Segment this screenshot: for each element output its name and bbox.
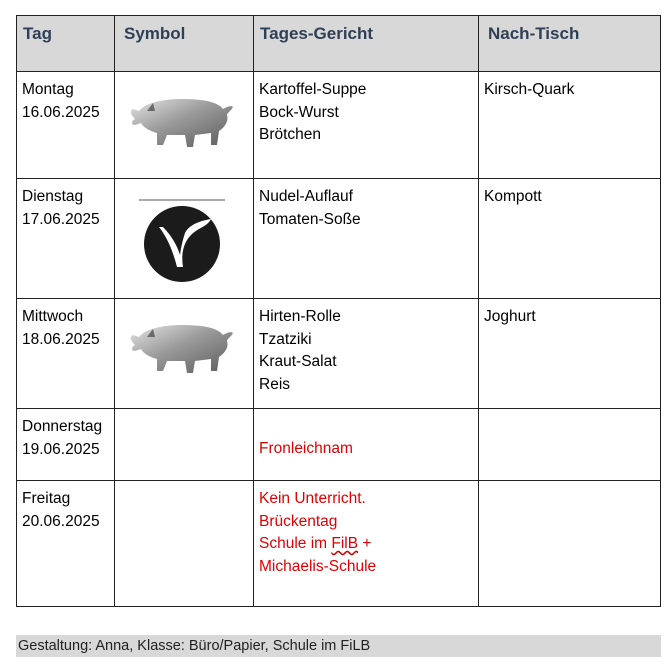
day-date: 19.06.2025 <box>22 440 100 458</box>
day-cell <box>17 299 115 409</box>
dish-item: Kartoffel-Suppe <box>259 81 367 98</box>
table-row <box>17 481 661 607</box>
day-date: 20.06.2025 <box>22 512 100 530</box>
dessert-cell <box>479 72 661 179</box>
dish-item: Kraut-Salat <box>259 353 337 370</box>
dessert-cell <box>479 179 661 299</box>
symbol-cell <box>115 299 254 409</box>
dessert-item: Kompott <box>484 188 542 205</box>
dish-item: Nudel-Auflauf <box>259 188 353 205</box>
pig-icon <box>127 89 239 155</box>
table-row <box>17 179 661 299</box>
dessert-item: Joghurt <box>484 308 536 325</box>
symbol-cell <box>115 72 254 179</box>
dish-cell <box>254 72 479 179</box>
symbol-cell <box>115 481 254 607</box>
dish-item: Brötchen <box>259 126 322 143</box>
vegan-icon <box>137 197 227 283</box>
note-text-flagged: FilB <box>331 535 359 552</box>
day-name: Mittwoch <box>22 308 84 325</box>
day-cell <box>17 72 115 179</box>
dish-item: Bock-Wurst <box>259 103 339 121</box>
symbol-cell <box>115 409 254 481</box>
dessert-item: Kirsch-Quark <box>484 81 575 98</box>
day-date: 18.06.2025 <box>22 330 100 348</box>
meal-plan-table <box>16 15 661 607</box>
pig-icon <box>127 315 239 381</box>
note-text: Schule im <box>259 535 328 552</box>
header-row <box>17 16 661 72</box>
note-line: Michaelis-Schule <box>259 557 377 575</box>
note-line <box>259 533 473 556</box>
dish-cell <box>254 299 479 409</box>
day-cell <box>17 179 115 299</box>
dish-item: Hirten-Rolle <box>259 308 341 325</box>
dish-cell <box>254 409 479 481</box>
day-cell <box>17 481 115 607</box>
table-row <box>17 299 661 409</box>
holiday-note: Fronleichnam <box>259 440 353 457</box>
day-date: 17.06.2025 <box>22 210 100 228</box>
dish-cell <box>254 481 479 607</box>
day-cell <box>17 409 115 481</box>
note-line: Brückentag <box>259 512 338 530</box>
table-row <box>17 409 661 481</box>
header-dish: Tages-Gericht <box>254 16 479 72</box>
note-line: Kein Unterricht. <box>259 490 366 507</box>
dish-item: Reis <box>259 375 291 393</box>
symbol-cell <box>115 179 254 299</box>
day-name: Freitag <box>22 490 71 507</box>
day-date: 16.06.2025 <box>22 103 100 121</box>
table-row <box>17 72 661 179</box>
footer-credits: Gestaltung: Anna, Klasse: Büro/Papier, Schule im FiLB <box>16 635 661 657</box>
dish-item: Tzatziki <box>259 330 312 348</box>
dessert-cell <box>479 299 661 409</box>
day-name: Donnerstag <box>22 418 103 435</box>
header-dessert: Nach-Tisch <box>479 16 661 72</box>
day-name: Dienstag <box>22 188 84 205</box>
dish-item: Tomaten-Soße <box>259 210 361 228</box>
note-text: + <box>362 535 372 552</box>
dessert-cell <box>479 409 661 481</box>
header-day: Tag <box>17 16 115 72</box>
dessert-cell <box>479 481 661 607</box>
header-symbol: Symbol <box>115 16 254 72</box>
dish-cell <box>254 179 479 299</box>
day-name: Montag <box>22 81 74 98</box>
